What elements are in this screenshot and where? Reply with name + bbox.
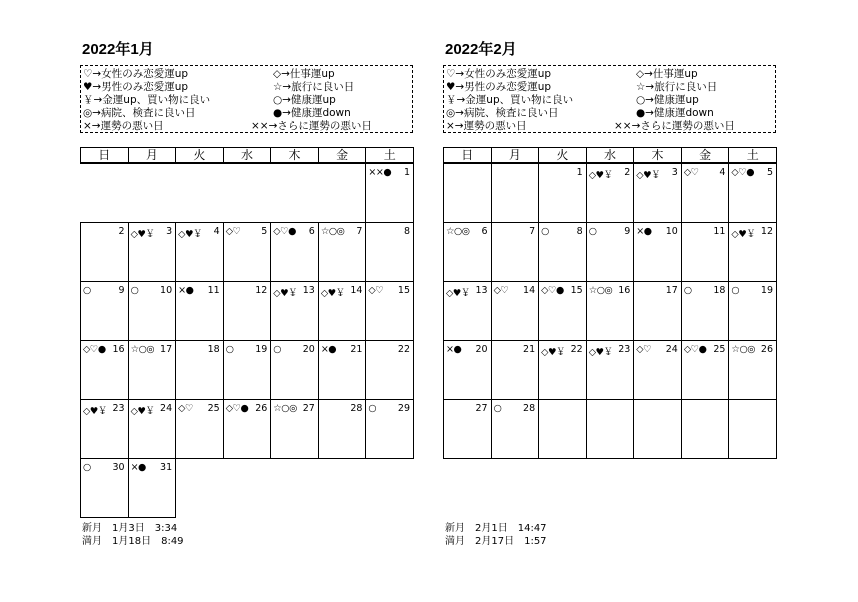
legend-box [80, 65, 413, 133]
day-cell [318, 340, 367, 400]
day-cell [223, 399, 272, 459]
day-cell [633, 281, 682, 341]
day-cell [175, 281, 224, 341]
day-number: 12 [255, 285, 268, 296]
day-number: 7 [529, 226, 536, 237]
day-number: 29 [397, 403, 410, 414]
day-number: 6 [308, 226, 315, 237]
empty-slot [223, 163, 272, 223]
day-number: 19 [760, 285, 773, 296]
legend-item: ×→運勢の悪い日 [83, 120, 164, 132]
day-cell [586, 340, 635, 400]
day-cell [538, 163, 587, 223]
day-number: 21 [523, 344, 536, 355]
weekday-header: 木 [633, 147, 682, 164]
legend-item: ◇→仕事運up [273, 68, 335, 80]
legend-item: ♡→女性のみ恋愛運up [446, 68, 552, 80]
day-cell [270, 222, 319, 282]
fortune-symbols: ◇♥￥ [588, 347, 613, 358]
day-cell [681, 340, 730, 400]
moon-phases [445, 522, 547, 548]
moon-phases [82, 522, 184, 548]
day-cell [270, 399, 319, 459]
day-cell [728, 340, 777, 400]
calendar-grid [443, 147, 776, 459]
weekday-header: 火 [538, 147, 587, 164]
day-number: 10 [160, 285, 173, 296]
fortune-symbols: ○ [588, 226, 597, 237]
day-number: 1 [576, 167, 583, 178]
fortune-symbols: ○ [83, 285, 91, 296]
legend-item: ◎→病院、検査に良い日 [83, 107, 196, 119]
day-cell [128, 458, 177, 518]
day-cell [586, 281, 635, 341]
fortune-symbols: ○ [683, 285, 692, 296]
fortune-symbols: ◇♡ [636, 344, 652, 355]
empty-slot [270, 163, 319, 223]
day-number: 5 [261, 226, 268, 237]
empty-slot [270, 458, 319, 518]
legend-item: ￥→金運up、買い物に良い [83, 94, 211, 106]
day-cell [538, 281, 587, 341]
fortune-symbols: ×● [636, 226, 652, 237]
day-cell [538, 399, 587, 459]
day-number: 14 [350, 285, 363, 296]
weekday-header: 水 [223, 147, 272, 164]
empty-slot [318, 163, 367, 223]
day-number: 2 [624, 167, 631, 178]
new-moon-text: 新月 1月3日 3:34 [82, 523, 178, 534]
fortune-symbols: ☆○◎ [446, 226, 470, 237]
calendar-title: 2022年1月 [82, 41, 154, 58]
day-number: 27 [475, 403, 488, 414]
day-cell [80, 399, 129, 459]
full-moon-text: 満月 2月17日 1:57 [445, 536, 547, 547]
weekday-header: 水 [586, 147, 635, 164]
fortune-symbols: ○ [493, 403, 502, 414]
day-number: 11 [713, 226, 726, 237]
empty-slot [128, 163, 177, 223]
day-cell [538, 340, 587, 400]
calendar-grid [80, 147, 413, 518]
day-cell [491, 399, 540, 459]
day-number: 8 [403, 226, 410, 237]
day-number: 14 [523, 285, 536, 296]
fortune-symbols: ××● [368, 167, 392, 178]
fortune-symbols: ○ [225, 344, 234, 355]
fortune-symbols: ☆○◎ [320, 226, 345, 237]
weekday-header: 土 [365, 147, 414, 164]
day-number: 18 [713, 285, 726, 296]
day-number: 18 [207, 344, 220, 355]
legend-item: ○→健康運up [273, 94, 336, 106]
fortune-symbols: ◇♡ [178, 403, 193, 414]
empty-slot [223, 458, 272, 518]
fortune-symbols: ○ [130, 285, 139, 296]
fortune-symbols: ×● [178, 285, 194, 296]
day-cell [491, 281, 540, 341]
day-cell [586, 222, 635, 282]
fortune-symbols: ◇♥￥ [130, 229, 155, 240]
day-number: 7 [356, 226, 363, 237]
day-number: 17 [665, 285, 678, 296]
day-cell [80, 458, 129, 518]
day-cell [681, 399, 730, 459]
day-cell [175, 340, 224, 400]
day-cell [728, 163, 777, 223]
fortune-symbols: ◇♡ [493, 285, 509, 296]
legend-item: ♥→男性のみ恋愛運up [83, 81, 189, 93]
fortune-symbols: ○ [541, 226, 549, 237]
legend-item: ××→さらに運勢の悪い日 [614, 120, 735, 132]
day-number: 8 [576, 226, 583, 237]
day-number: 25 [207, 403, 220, 414]
day-number: 16 [112, 344, 125, 355]
day-cell [80, 222, 129, 282]
day-number: 4 [213, 226, 220, 237]
day-number: 9 [118, 285, 125, 296]
day-cell [586, 163, 635, 223]
day-cell [365, 399, 414, 459]
legend-item: ××→さらに運勢の悪い日 [251, 120, 372, 132]
day-number: 23 [112, 403, 125, 414]
fortune-symbols: ○ [368, 403, 377, 414]
day-number: 1 [403, 167, 410, 178]
weekday-header: 金 [318, 147, 367, 164]
day-number: 31 [160, 462, 173, 473]
day-cell [318, 222, 367, 282]
day-cell [318, 399, 367, 459]
day-number: 17 [160, 344, 173, 355]
fortune-symbols: ◇♡● [273, 226, 296, 237]
legend-item: ●→健康運down [636, 107, 714, 119]
day-cell [80, 340, 129, 400]
legend-item: ☆→旅行に良い日 [636, 81, 718, 93]
fortune-symbols: ◇♥￥ [320, 288, 345, 299]
day-number: 9 [624, 226, 631, 237]
full-moon-text: 満月 1月18日 8:49 [82, 536, 184, 547]
day-number: 4 [719, 167, 726, 178]
fortune-symbols: ×● [130, 462, 146, 473]
fortune-symbols: ○ [731, 285, 740, 296]
legend-item: ●→健康運down [273, 107, 351, 119]
weekday-header: 金 [681, 147, 730, 164]
weekday-header: 木 [270, 147, 319, 164]
day-cell [443, 399, 492, 459]
empty-slot [175, 163, 224, 223]
day-cell [586, 399, 635, 459]
day-cell [175, 399, 224, 459]
day-cell [443, 340, 492, 400]
day-cell [128, 222, 177, 282]
day-cell [128, 399, 177, 459]
legend-item: ◇→仕事運up [636, 68, 698, 80]
day-number: 22 [397, 344, 410, 355]
day-cell [443, 281, 492, 341]
day-cell [223, 222, 272, 282]
day-number: 25 [713, 344, 726, 355]
fortune-symbols: ◇♥￥ [588, 170, 613, 181]
fortune-symbols: ◇♡ [683, 167, 699, 178]
fortune-symbols: ◇♡● [83, 344, 106, 355]
day-cell [443, 222, 492, 282]
fortune-symbols: ☆○◎ [130, 344, 155, 355]
fortune-symbols: ◇♥￥ [446, 288, 470, 299]
day-cell [633, 163, 682, 223]
legend-item: ○→健康運up [636, 94, 699, 106]
day-cell [491, 340, 540, 400]
day-cell [365, 340, 414, 400]
legend-box [443, 65, 776, 133]
day-cell [728, 399, 777, 459]
day-cell [270, 340, 319, 400]
empty-slot [318, 458, 367, 518]
day-number: 28 [523, 403, 536, 414]
day-number: 13 [302, 285, 315, 296]
day-number: 15 [570, 285, 583, 296]
fortune-symbols: ☆○◎ [588, 285, 613, 296]
weekday-header: 日 [443, 147, 492, 164]
day-number: 16 [618, 285, 631, 296]
legend-item: ☆→旅行に良い日 [273, 81, 355, 93]
day-cell [270, 281, 319, 341]
fortune-symbols: ◇♡ [368, 285, 384, 296]
day-number: 26 [760, 344, 773, 355]
day-cell [175, 222, 224, 282]
day-number: 23 [618, 344, 631, 355]
day-cell [633, 222, 682, 282]
fortune-symbols: ◇♥￥ [636, 170, 661, 181]
day-number: 5 [766, 167, 773, 178]
day-cell [633, 399, 682, 459]
day-number: 24 [665, 344, 678, 355]
fortune-symbols: ☆○◎ [731, 344, 756, 355]
day-number: 24 [160, 403, 173, 414]
legend-item: ◎→病院、検査に良い日 [446, 107, 559, 119]
day-cell [681, 163, 730, 223]
day-cell [365, 222, 414, 282]
day-cell [728, 281, 777, 341]
legend-item: ￥→金運up、買い物に良い [446, 94, 574, 106]
day-cell [681, 281, 730, 341]
day-cell [633, 340, 682, 400]
fortune-symbols: ◇♥￥ [731, 229, 756, 240]
fortune-symbols: ○ [83, 462, 91, 473]
day-number: 22 [570, 344, 583, 355]
day-cell [491, 163, 540, 223]
day-number: 3 [671, 167, 678, 178]
fortune-symbols: ◇♥￥ [130, 406, 155, 417]
weekday-header: 月 [491, 147, 540, 164]
fortune-symbols: ×● [446, 344, 462, 355]
day-cell [223, 340, 272, 400]
day-number: 21 [350, 344, 363, 355]
fortune-symbols: ◇♡● [541, 285, 564, 296]
day-cell [365, 281, 414, 341]
weekday-header: 火 [175, 147, 224, 164]
legend-item: ♥→男性のみ恋愛運up [446, 81, 552, 93]
weekday-header: 土 [728, 147, 777, 164]
day-number: 2 [118, 226, 125, 237]
fortune-symbols: ☆○◎ [273, 403, 297, 414]
weekday-header: 日 [80, 147, 129, 164]
day-cell [128, 340, 177, 400]
day-number: 27 [302, 403, 315, 414]
empty-slot [175, 458, 224, 518]
day-number: 26 [255, 403, 268, 414]
day-cell [443, 163, 492, 223]
day-number: 19 [255, 344, 268, 355]
day-cell [538, 222, 587, 282]
fortune-symbols: ◇♥￥ [273, 288, 298, 299]
legend-item: ♡→女性のみ恋愛運up [83, 68, 189, 80]
fortune-symbols: ○ [273, 344, 282, 355]
weekday-header: 月 [128, 147, 177, 164]
day-number: 28 [350, 403, 363, 414]
empty-slot [365, 458, 414, 518]
day-cell [365, 163, 414, 223]
day-number: 30 [112, 462, 125, 473]
fortune-symbols: ◇♡ [225, 226, 241, 237]
fortune-symbols: ◇♥￥ [178, 229, 202, 240]
day-number: 13 [475, 285, 488, 296]
fortune-symbols: ◇♥￥ [83, 406, 107, 417]
day-number: 3 [166, 226, 173, 237]
day-cell [223, 281, 272, 341]
empty-slot [80, 163, 129, 223]
fortune-symbols: ◇♡● [225, 403, 249, 414]
day-number: 12 [760, 226, 773, 237]
fortune-symbols: ◇♥￥ [541, 347, 565, 358]
day-number: 15 [397, 285, 410, 296]
day-number: 11 [207, 285, 220, 296]
fortune-symbols: ×● [320, 344, 337, 355]
day-number: 6 [481, 226, 488, 237]
day-cell [491, 222, 540, 282]
day-cell [728, 222, 777, 282]
day-number: 20 [475, 344, 488, 355]
fortune-symbols: ◇♡● [731, 167, 755, 178]
legend-item: ×→運勢の悪い日 [446, 120, 527, 132]
day-number: 10 [665, 226, 678, 237]
day-cell [128, 281, 177, 341]
calendar-title: 2022年2月 [445, 41, 517, 58]
day-cell [80, 281, 129, 341]
fortune-symbols: ◇♡● [683, 344, 707, 355]
day-cell [318, 281, 367, 341]
day-cell [681, 222, 730, 282]
day-number: 20 [302, 344, 315, 355]
new-moon-text: 新月 2月1日 14:47 [445, 523, 547, 534]
